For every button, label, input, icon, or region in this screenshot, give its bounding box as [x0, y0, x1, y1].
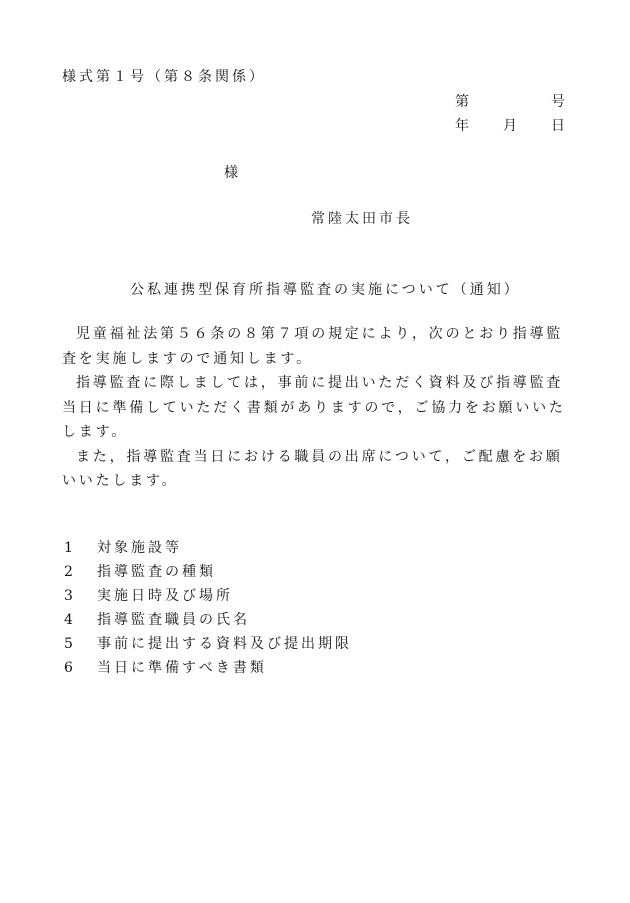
- item-number: 3: [64, 588, 76, 604]
- item-text: 指導監査の種類: [97, 564, 216, 580]
- addressee-honorific: 様: [224, 165, 241, 181]
- document-title: 公私連携型保育所指導監査の実施について（通知）: [130, 282, 521, 298]
- list-item: [64, 536, 352, 560]
- body-paragraph: 指導監査に際しましては，事前に提出いただく資料及び指導監査当日に準備していただく書類がありますので，ご協力をお願いいたします。: [62, 375, 566, 440]
- item-text: 指導監査職員の氏名: [97, 612, 250, 628]
- body-text: [62, 322, 576, 494]
- list-item: [64, 560, 352, 584]
- doc-number-prefix: 第: [455, 94, 472, 110]
- list-item: [64, 632, 352, 656]
- item-number: 1: [64, 540, 76, 556]
- date-year-label: 年: [455, 118, 472, 134]
- body-paragraph: 児童福祉法第５６条の８第７項の規定により，次のとおり指導監査を実施しますので通知します。: [62, 326, 564, 367]
- item-text: 当日に準備すべき書類: [97, 660, 267, 676]
- issuer-name: 常陸太田市長: [311, 211, 413, 227]
- item-text: 対象施設等: [97, 540, 182, 556]
- item-number: 2: [64, 564, 76, 580]
- list-item: [64, 584, 352, 608]
- item-text: 実施日時及び場所: [97, 588, 233, 604]
- item-text: 事前に提出する資料及び提出期限: [97, 636, 352, 652]
- date-day-label: 日: [551, 118, 568, 134]
- item-number: 6: [64, 660, 76, 676]
- item-number: 4: [64, 612, 76, 628]
- date-month-label: 月: [503, 118, 520, 134]
- item-number: 5: [64, 636, 76, 652]
- body-paragraph: また，指導監査当日における職員の出席について，ご配慮をお願いいたします。: [62, 448, 563, 489]
- list-item: [64, 656, 352, 680]
- doc-number-suffix: 号: [551, 94, 568, 110]
- list-item: [64, 608, 352, 632]
- form-number: 様式第１号（第８条関係）: [62, 69, 266, 85]
- item-list: [64, 536, 352, 680]
